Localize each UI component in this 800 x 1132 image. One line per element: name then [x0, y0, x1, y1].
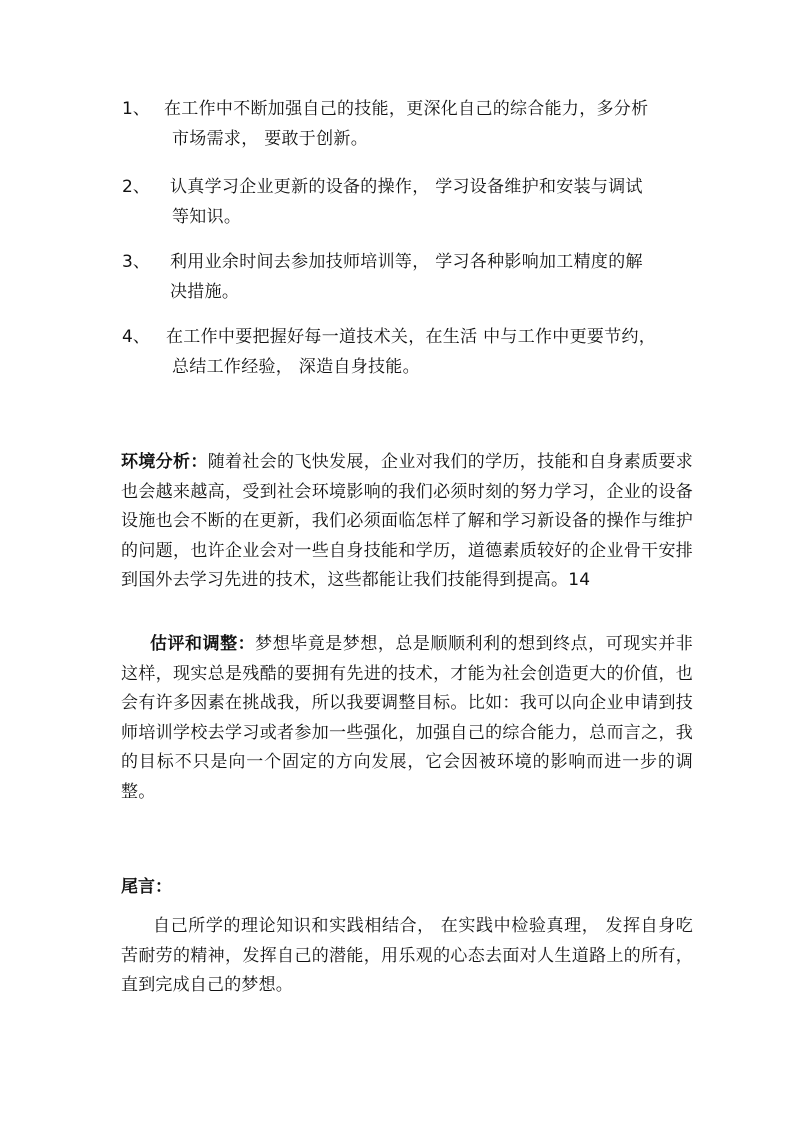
ending-text: 自己所学的理论知识和实践相结合， 在实践中检验真理， 发挥自身吃苦耐劳的精神，发挥自己的潜能，用乐观的心态去面对人生道路上的所有， 直到完成自己的梦想。 [121, 916, 693, 996]
ending-paragraph [121, 912, 693, 1001]
list-text-line1: 在工作中要把握好每一道技术关，在生活 中与工作中更要节约， [166, 327, 657, 347]
list-number: 2、 [122, 177, 150, 197]
list-text-line2: 决措施。 [170, 282, 240, 302]
list-text [170, 247, 710, 307]
list-text [166, 322, 706, 382]
evaluation-text: 梦想毕竟是梦想，总是顺顺利利的想到终点，可现实并非这样，现实总是残酷的要拥有先进的技术，才能为社会创造更大的价值，也会有许多因素在挑战我，所以我要调整目标。比如：我可以向企业申请到技师培训学校去学习或者参加一些强化，加强自己的综合能力，总而言之，我的目标不只是向一个固定的方向发展，它会因被环境的影响而进一步的调整。 [121, 634, 694, 802]
list-text-line2: 总结工作经验， 深造自身技能。 [172, 357, 420, 377]
list-text-line1: 在工作中不断加强自己的技能，更深化自己的综合能力，多分析 [164, 99, 649, 119]
list-number: 3、 [122, 252, 150, 272]
list-text-line2: 等知识。 [172, 207, 242, 227]
list-text-line1: 认真学习企业更新的设备的操作， 学习设备维护和安装与调试 [170, 177, 643, 197]
evaluation-label: 估评和调整： [150, 634, 256, 654]
environment-analysis-text: 随着社会的飞快发展，企业对我们的学历，技能和自身素质要求也会越来越高，受到社会环境影响的我们必须时刻的努力学习，企业的设备设施也会不断的在更新，我们必须面临怎样了解和学习新设备的操作与维护的问题，也许企业会对一些自身技能和学历，道德素质较好的企业骨干安排到国外去学习先进的技术，这些都能让我们技能得到提高。14 [121, 452, 693, 591]
ending-heading: 尾言： [121, 877, 172, 897]
environment-analysis-paragraph [121, 448, 693, 596]
list-number: 4、 [122, 327, 150, 347]
evaluation-paragraph [121, 630, 693, 808]
list-text-line2: 市场需求， 要敢于创新。 [172, 129, 369, 149]
list-text [164, 94, 704, 154]
list-text [170, 172, 710, 232]
list-text-line1: 利用业余时间去参加技师培训等， 学习各种影响加工精度的解 [170, 252, 643, 272]
list-number: 1、 [122, 99, 150, 119]
environment-analysis-label: 环境分析： [121, 452, 208, 472]
